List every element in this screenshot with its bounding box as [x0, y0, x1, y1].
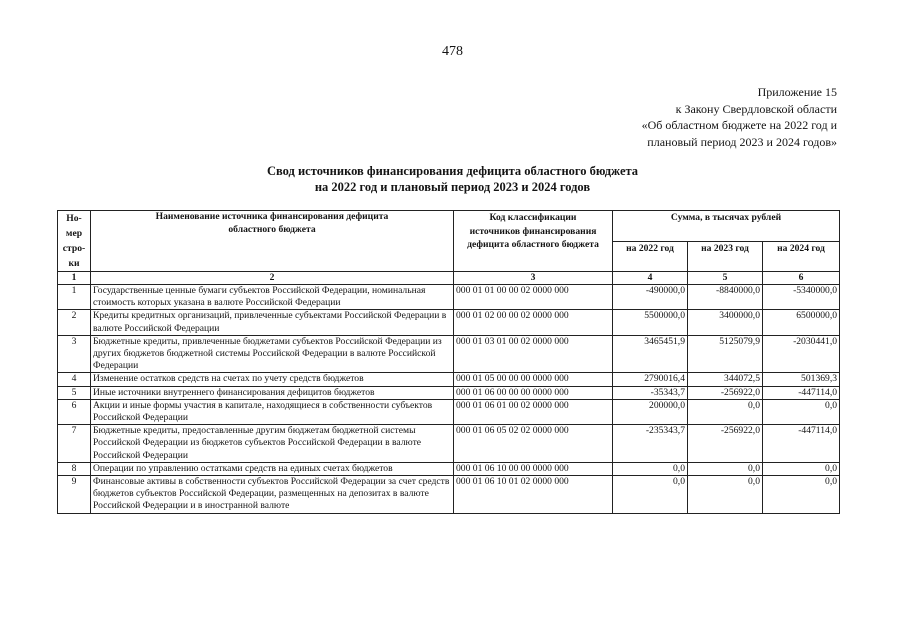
- table-row: [58, 285, 840, 310]
- row-number: 5: [58, 386, 91, 399]
- amount-2022: 200000,0: [613, 399, 688, 424]
- source-name: Финансовые активы в собственности субъектов Российской Федерации за счет средств бюджетов субъектов Российской Федерации, размещенных на депозитах в валюте Российской Федерации и в иностранной валюте: [91, 476, 454, 514]
- amount-2024: -5340000,0: [763, 285, 840, 310]
- amount-2024: 501369,3: [763, 373, 840, 386]
- source-name: Операции по управлению остатками средств на единых счетах бюджетов: [91, 462, 454, 475]
- table-row: [58, 476, 840, 514]
- row-number: 1: [58, 285, 91, 310]
- row-number: 8: [58, 462, 91, 475]
- amount-2023: -8840000,0: [688, 285, 763, 310]
- table-row: [58, 373, 840, 386]
- amount-2022: 0,0: [613, 476, 688, 514]
- classification-code: 000 01 06 10 01 02 0000 000: [454, 476, 613, 514]
- column-index: 1: [58, 272, 91, 285]
- row-number: 9: [58, 476, 91, 514]
- classification-code: 000 01 01 00 00 02 0000 000: [454, 285, 613, 310]
- budget-sources-table: [57, 210, 840, 514]
- document-title-line: на 2022 год и плановый период 2023 и 2024 годов: [314, 180, 591, 194]
- amount-2022: 5500000,0: [613, 310, 688, 335]
- row-number: 7: [58, 425, 91, 463]
- header-year-2023: на 2023 год: [688, 241, 763, 272]
- page-number: 478: [442, 44, 463, 59]
- source-name: Кредиты кредитных организаций, привлеченные субъектами Российской Федерации в валюте Российской Федерации: [91, 310, 454, 335]
- classification-code: 000 01 06 05 02 02 0000 000: [454, 425, 613, 463]
- source-name: Государственные ценные бумаги субъектов Российской Федерации, номинальная стоимость которых указана в валюте Российской Федерации: [91, 285, 454, 310]
- row-number: 3: [58, 335, 91, 373]
- table-row: [58, 310, 840, 335]
- amount-2023: 0,0: [688, 476, 763, 514]
- document-title: [0, 163, 905, 195]
- column-index: 4: [613, 272, 688, 285]
- amount-2024: 6500000,0: [763, 310, 840, 335]
- header-row-number: Но- мер стро- ки: [58, 211, 91, 272]
- classification-code: 000 01 02 00 00 02 0000 000: [454, 310, 613, 335]
- table-row: [58, 425, 840, 463]
- amount-2022: -235343,7: [613, 425, 688, 463]
- source-name: Бюджетные кредиты, предоставленные другим бюджетам бюджетной системы Российской Федерации из бюджетов субъектов Российской Федерации в валюте Российской Федерации: [91, 425, 454, 463]
- column-index: 5: [688, 272, 763, 285]
- classification-code: 000 01 06 01 00 02 0000 000: [454, 399, 613, 424]
- header-source-name: Наименование источника финансирования дефицита областного бюджета: [91, 211, 454, 272]
- amount-2024: -447114,0: [763, 425, 840, 463]
- header-classification-code: Код классификации источников финансирования дефицита областного бюджета: [454, 211, 613, 272]
- classification-code: 000 01 05 00 00 00 0000 000: [454, 373, 613, 386]
- appendix-line: «Об областном бюджете на 2022 год и: [641, 118, 837, 133]
- amount-2022: -490000,0: [613, 285, 688, 310]
- column-index: 2: [91, 272, 454, 285]
- amount-2023: 0,0: [688, 399, 763, 424]
- table-row: [58, 335, 840, 373]
- classification-code: 000 01 03 01 00 02 0000 000: [454, 335, 613, 373]
- header-year-2022: на 2022 год: [613, 241, 688, 272]
- column-index-row: [58, 272, 840, 285]
- appendix-header: [642, 84, 837, 150]
- amount-2023: 344072,5: [688, 373, 763, 386]
- amount-2023: -256922,0: [688, 386, 763, 399]
- header-year-2024: на 2024 год: [763, 241, 840, 272]
- appendix-line: к Закону Свердловской области: [675, 101, 837, 116]
- table-row: [58, 462, 840, 475]
- document-title-line: Свод источников финансирования дефицита областного бюджета: [266, 164, 639, 178]
- classification-code: 000 01 06 00 00 00 0000 000: [454, 386, 613, 399]
- amount-2023: 0,0: [688, 462, 763, 475]
- appendix-line: Приложение 15: [757, 85, 837, 99]
- amount-2023: 3400000,0: [688, 310, 763, 335]
- source-name: Акции и иные формы участия в капитале, находящиеся в собственности субъектов Российской Федерации: [91, 399, 454, 424]
- appendix-line: плановый период 2023 и 2024 годов»: [647, 134, 837, 149]
- amount-2022: 2790016,4: [613, 373, 688, 386]
- classification-code: 000 01 06 10 00 00 0000 000: [454, 462, 613, 475]
- source-name: Иные источники внутреннего финансирования дефицитов бюджетов: [91, 386, 454, 399]
- row-number: 4: [58, 373, 91, 386]
- amount-2024: 0,0: [763, 462, 840, 475]
- amount-2024: 0,0: [763, 476, 840, 514]
- table-row: [58, 399, 840, 424]
- row-number: 6: [58, 399, 91, 424]
- amount-2022: 0,0: [613, 462, 688, 475]
- source-name: Бюджетные кредиты, привлеченные бюджетами субъектов Российской Федерации из других бюджетов бюджетной системы Российской Федерации в валюте Российской Федерации: [91, 335, 454, 373]
- table-row: [58, 386, 840, 399]
- amount-2022: 3465451,9: [613, 335, 688, 373]
- source-name: Изменение остатков средств на счетах по учету средств бюджетов: [91, 373, 454, 386]
- amount-2023: -256922,0: [688, 425, 763, 463]
- amount-2022: -35343,7: [613, 386, 688, 399]
- amount-2024: 0,0: [763, 399, 840, 424]
- amount-2024: -447114,0: [763, 386, 840, 399]
- column-index: 6: [763, 272, 840, 285]
- header-sum: Сумма, в тысячах рублей: [613, 211, 840, 242]
- amount-2024: -2030441,0: [763, 335, 840, 373]
- row-number: 2: [58, 310, 91, 335]
- column-index: 3: [454, 272, 613, 285]
- amount-2023: 5125079,9: [688, 335, 763, 373]
